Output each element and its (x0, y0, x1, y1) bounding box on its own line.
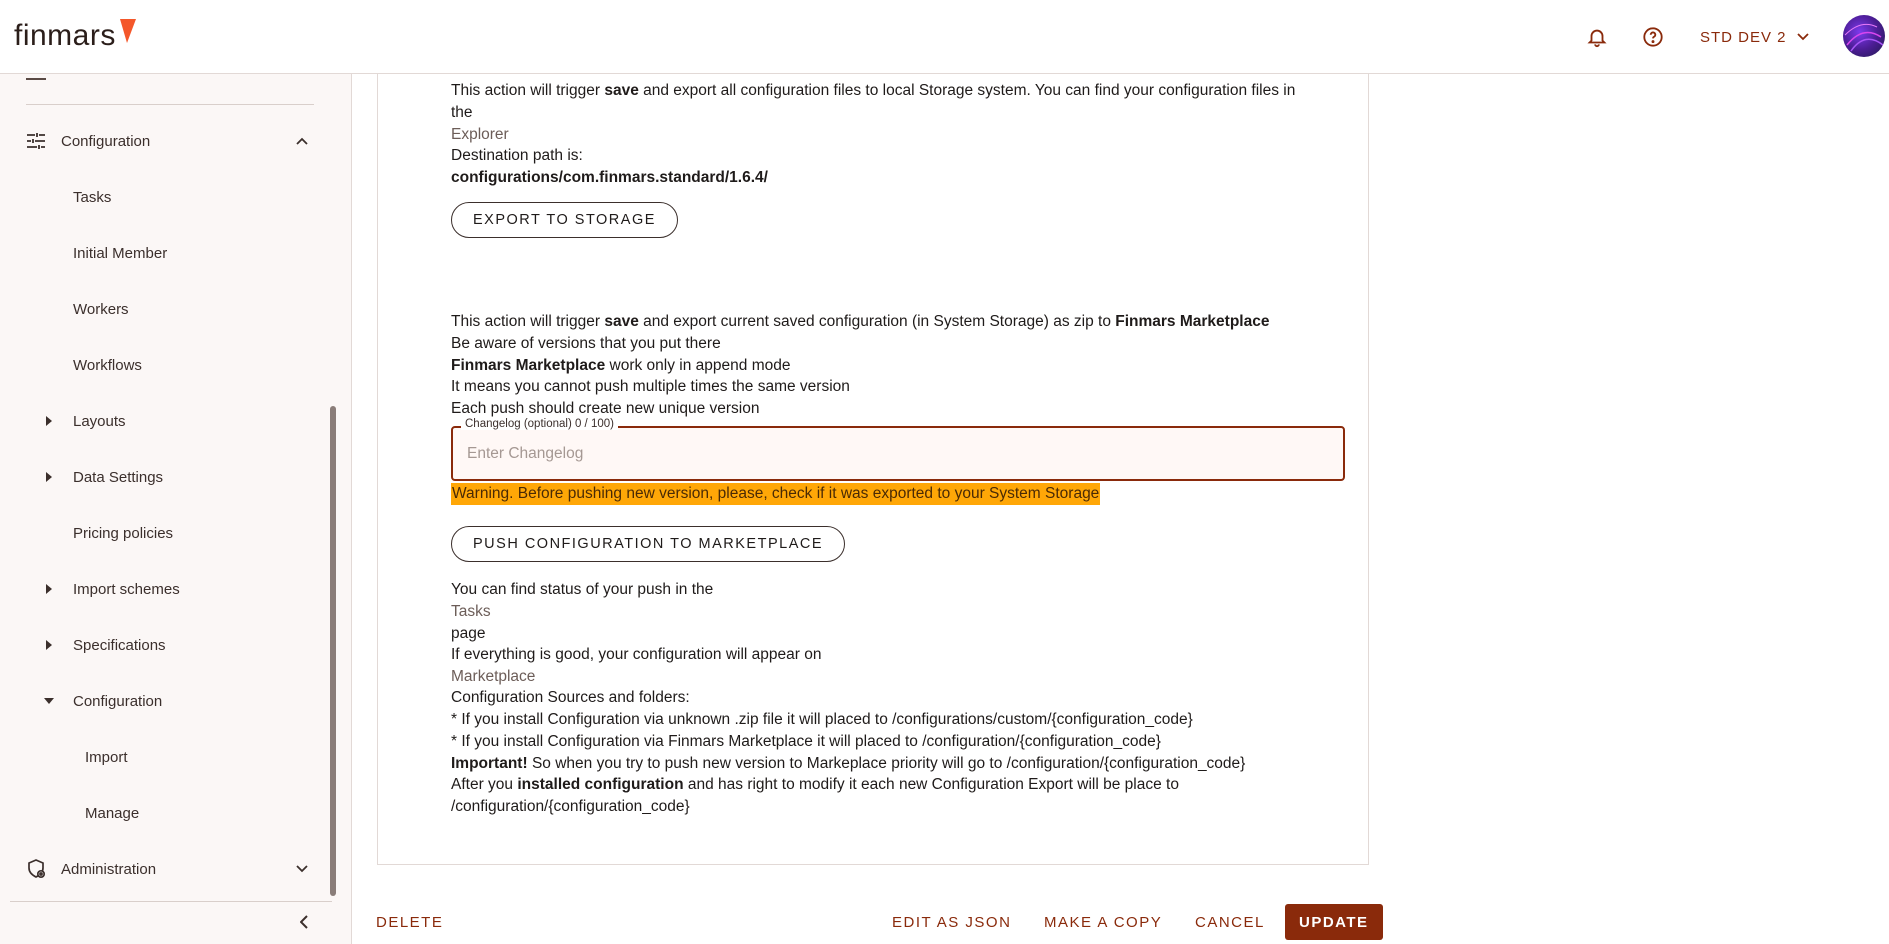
make-a-copy-button[interactable]: MAKE A COPY (1044, 913, 1163, 931)
export-description: This action will trigger save and export all configuration files to local Storage system. You can find your configuration files in (451, 82, 1296, 99)
sidebar-item-import-schemes[interactable]: Import schemes (0, 567, 330, 611)
push-append-note: Finmars Marketplace work only in append mode (451, 357, 791, 374)
cancel-button[interactable]: CANCEL (1195, 913, 1265, 931)
sidebar-item-configuration[interactable]: Configuration (0, 679, 330, 723)
sidebar-group-administration[interactable] (0, 847, 330, 891)
caret-right-icon (44, 640, 54, 650)
export-to-storage-button[interactable]: EXPORT TO STORAGE (451, 202, 678, 238)
installed-path: /configuration/{configuration_code} (451, 798, 690, 815)
sources-label: Configuration Sources and folders: (451, 689, 690, 706)
user-avatar[interactable] (1843, 15, 1885, 57)
sidebar-item-data-settings[interactable]: Data Settings (0, 455, 330, 499)
finmars-logo[interactable] (14, 18, 138, 54)
push-to-marketplace-button[interactable]: PUSH CONFIGURATION TO MARKETPLACE (451, 526, 845, 562)
shield-settings-icon (27, 859, 47, 879)
destination-path: configurations/com.finmars.standard/1.6.4/ (451, 169, 768, 186)
caret-right-icon (44, 584, 54, 594)
explorer-link[interactable]: Explorer (451, 126, 509, 143)
divider (26, 104, 314, 105)
push-versions-note: Be aware of versions that you put there (451, 335, 721, 352)
zip-source-note: * If you install Configuration via unknown .zip file it will placed to /configurations/custom/{configuration_code} (451, 711, 1193, 728)
top-header (0, 0, 1889, 74)
changelog-input[interactable] (467, 442, 1327, 466)
edit-as-json-button[interactable]: EDIT AS JSON (892, 913, 1012, 931)
sidebar-group-label: Administration (61, 860, 157, 878)
destination-label: Destination path is: (451, 147, 583, 164)
update-button[interactable]: UPDATE (1285, 904, 1383, 940)
installed-note: After you installed configuration and has right to modify it each new Configuration Export will be place to (451, 776, 1179, 793)
sidebar-item-initial-member[interactable]: Initial Member (73, 244, 168, 262)
sidebar-scrollbar[interactable] (330, 406, 336, 896)
environment-name: STD DEV 2 (1700, 28, 1787, 46)
sidebar-cut-item (26, 74, 46, 80)
configuration-card (377, 74, 1369, 865)
logo-text: finmars (14, 19, 116, 52)
tasks-link[interactable]: Tasks (451, 603, 491, 620)
chevron-down-icon (296, 865, 308, 873)
push-multiple-note: It means you cannot push multiple times the same version (451, 378, 850, 395)
sidebar-item-import[interactable]: Import (85, 748, 128, 766)
status-note: You can find status of your push in the (451, 581, 714, 598)
caret-right-icon (44, 472, 54, 482)
sidebar-item-pricing-policies[interactable]: Pricing policies (73, 524, 174, 542)
delete-button[interactable]: DELETE (376, 913, 444, 931)
collapse-sidebar-button[interactable] (292, 910, 316, 934)
push-warning: Warning. Before pushing new version, please, check if it was exported to your System Storage (451, 483, 1100, 505)
status-appear-note: If everything is good, your configuration will appear on (451, 646, 822, 663)
sidebar (0, 74, 352, 944)
export-description-cont: the (451, 104, 473, 121)
sliders-icon (26, 132, 46, 150)
chevron-left-icon (300, 915, 308, 929)
sidebar-item-tasks[interactable]: Tasks (73, 188, 112, 206)
caret-down-icon (44, 696, 54, 706)
changelog-label: Changelog (optional) 0 / 100) (461, 418, 618, 430)
sidebar-item-workers[interactable]: Workers (73, 300, 129, 318)
divider (10, 901, 332, 902)
main-content (353, 74, 1889, 944)
push-description: This action will trigger save and export current saved configuration (in System Storage) as zip to Finmars Marketplace (451, 313, 1270, 330)
notifications-bell-icon[interactable] (1579, 19, 1615, 55)
sidebar-item-manage[interactable]: Manage (85, 804, 140, 822)
page-word: page (451, 625, 486, 642)
changelog-field (451, 418, 1345, 481)
sidebar-item-layouts[interactable]: Layouts (0, 399, 330, 443)
sidebar-item-specifications[interactable]: Specifications (0, 623, 330, 667)
environment-select[interactable] (1700, 22, 1809, 52)
marketplace-link[interactable]: Marketplace (451, 668, 536, 685)
marketplace-source-note: * If you install Configuration via Finmars Marketplace it will placed to /configuration/{configuration_code} (451, 733, 1161, 750)
push-unique-note: Each push should create new unique version (451, 400, 760, 417)
logo-mark-icon (118, 17, 138, 47)
avatar-pattern-icon (1843, 15, 1885, 57)
important-note: Important! So when you try to push new version to Markeplace priority will go to /configuration/{configuration_code} (451, 755, 1246, 772)
help-icon[interactable] (1635, 19, 1671, 55)
sidebar-item-workflows[interactable]: Workflows (73, 356, 142, 374)
sidebar-group-label: Configuration (61, 132, 151, 150)
sidebar-group-configuration[interactable] (0, 119, 330, 163)
chevron-up-icon (296, 137, 308, 145)
chevron-down-icon (1797, 33, 1809, 41)
caret-right-icon (44, 416, 54, 426)
